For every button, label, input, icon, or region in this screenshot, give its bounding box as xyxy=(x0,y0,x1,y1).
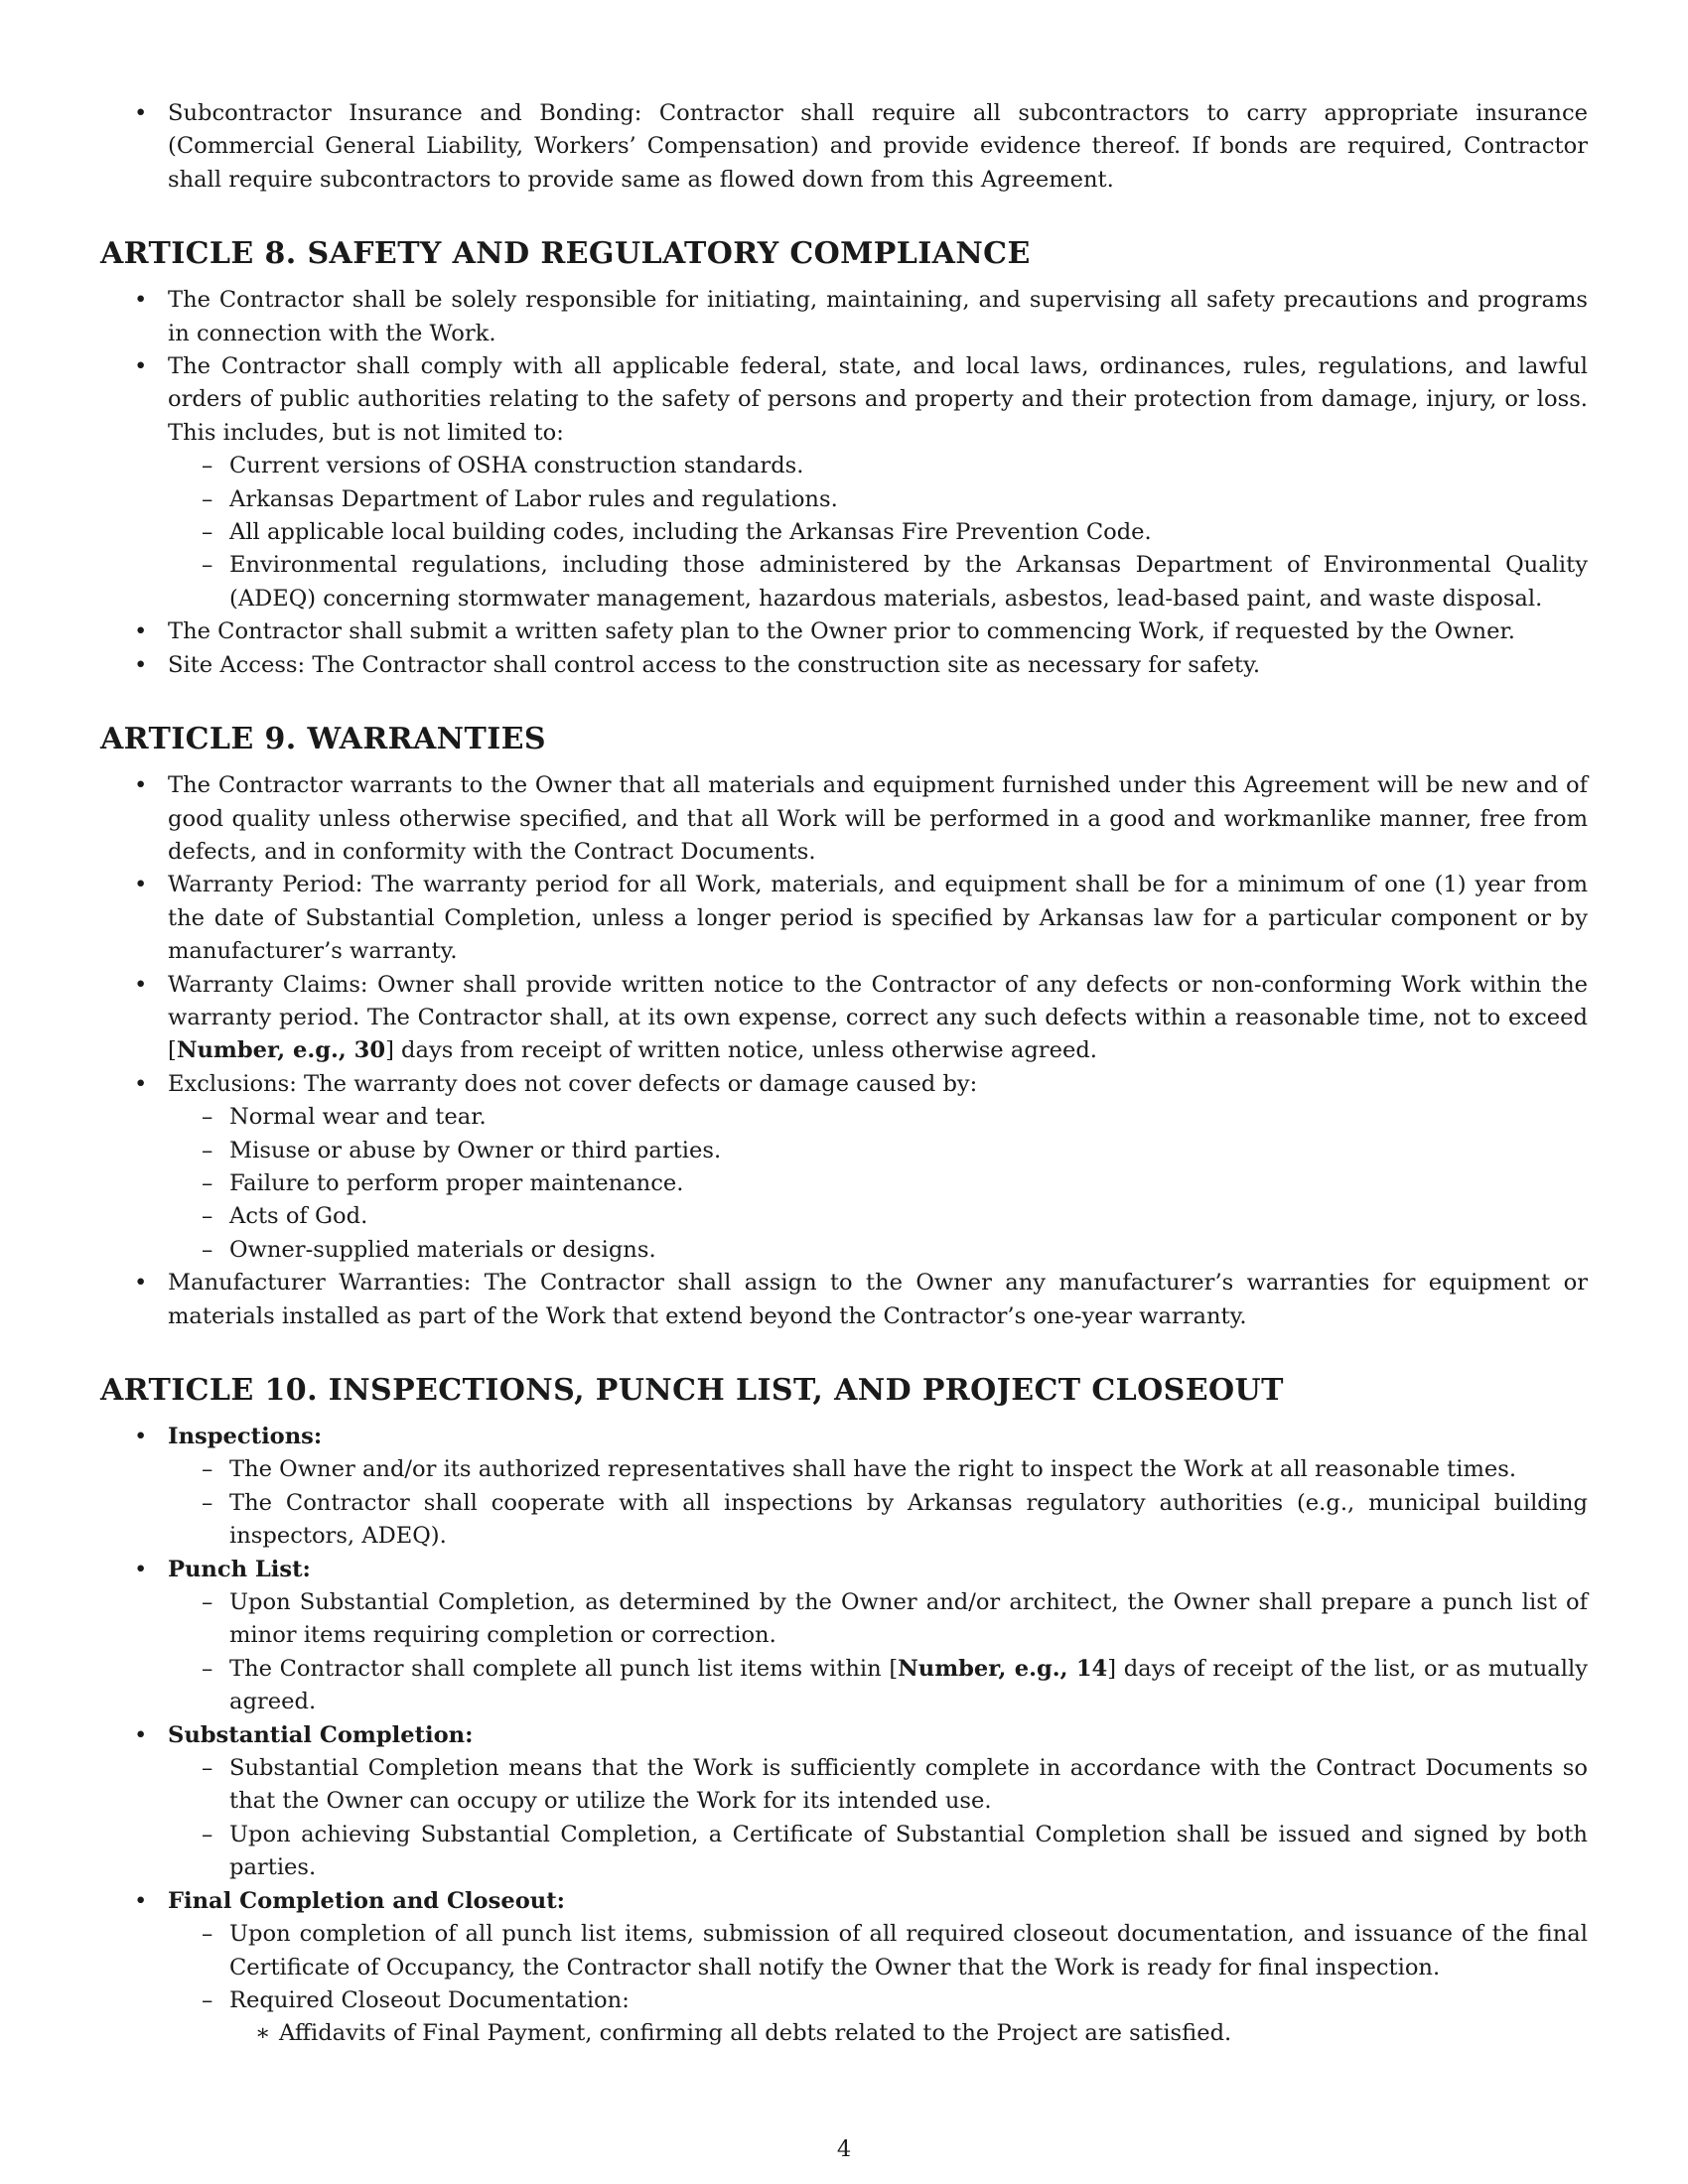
list-item: • Subcontractor Insurance and Bonding: Contractor shall require all subcontractors to carry appropriate insurance (Commercial General Liability, Workers’ Compensation) and provide evidence thereof. If bonds are required, Contractor shall require subcontractors to provide same as flowed down from this Agreement. xyxy=(100,97,1588,197)
list-item-text: The Contractor shall complete all punch list items within [ xyxy=(229,1655,899,1682)
list-item: • Manufacturer Warranties: The Contractor shall assign to the Owner any manufacturer’s warranties for equipment or materials installed as part of the Work that extend beyond the Contractor’s one-year warranty. xyxy=(100,1267,1588,1333)
list-item: • The Contractor shall be solely responsible for initiating, maintaining, and supervising all safety precautions and programs in connection with the Work. xyxy=(100,284,1588,350)
list-item: • Site Access: The Contractor shall control access to the construction site as necessary for safety. xyxy=(100,649,1588,682)
sub-list-item: – Arkansas Department of Labor rules and regulations. xyxy=(168,483,1588,516)
final-completion-heading: Final Completion and Closeout: xyxy=(168,1887,565,1914)
sub-list-item: – Failure to perform proper maintenance. xyxy=(168,1167,1588,1200)
list-item-text: The Contractor shall comply with all applicable federal, state, and local laws, ordinances, rules, regulations, and lawful orders of public authorities relating to the safety of persons and property and their protection from damage, injury, or loss. This includes, but is not limited to: xyxy=(168,353,1588,446)
placeholder-value: Number, e.g., 30 xyxy=(176,1037,386,1064)
article-9-list xyxy=(100,769,1588,1333)
sub-list-item xyxy=(168,1653,1588,1719)
list-item-text: ] days of receipt of the list, or as mutually agreed. xyxy=(229,1655,1588,1715)
list-item-text: ] days from receipt of written notice, unless otherwise agreed. xyxy=(385,1037,1097,1064)
list-item xyxy=(100,350,1588,615)
sub-list xyxy=(168,450,1588,615)
document-body xyxy=(100,97,1588,2051)
sub-list-item xyxy=(168,1984,1588,2051)
sub-list-item: – Upon completion of all punch list items, submission of all required closeout documentation, and issuance of the final Certificate of Occupancy, the Contractor shall notify the Owner that the Work is ready for final inspection. xyxy=(168,1918,1588,1984)
sub-sub-list-item: ∗ Affidavits of Final Payment, confirming all debts related to the Project are satisfied. xyxy=(229,2017,1588,2050)
article-8-heading: ARTICLE 8. SAFETY AND REGULATORY COMPLIANCE xyxy=(100,236,1031,272)
sub-list-item: – Normal wear and tear. xyxy=(168,1101,1588,1134)
sub-sub-list xyxy=(229,2017,1588,2050)
list-item: • The Contractor shall submit a written safety plan to the Owner prior to commencing Work, if requested by the Owner. xyxy=(100,615,1588,648)
sub-list-item: – Upon Substantial Completion, as determined by the Owner and/or architect, the Owner shall prepare a punch list of minor items requiring completion or correction. xyxy=(168,1586,1588,1653)
article-9-heading: ARTICLE 9. WARRANTIES xyxy=(100,722,546,757)
list-item xyxy=(100,1554,1588,1719)
sub-list xyxy=(168,1586,1588,1719)
article-8-list xyxy=(100,284,1588,682)
list-item xyxy=(100,1885,1588,2051)
list-item xyxy=(100,1719,1588,1885)
sub-list-item: – Upon achieving Substantial Completion, a Certificate of Substantial Completion shall be issued and signed by both parties. xyxy=(168,1819,1588,1885)
list-item xyxy=(100,1421,1588,1554)
list-item-text: Exclusions: The warranty does not cover defects or damage caused by: xyxy=(168,1070,978,1097)
placeholder-value: Number, e.g., 14 xyxy=(898,1655,1108,1682)
sub-list xyxy=(168,1453,1588,1553)
sub-list-item: – Environmental regulations, including those administered by the Arkansas Department of Environmental Quality (ADEQ) concerning stormwater management, hazardous materials, asbestos, lead-based paint, and waste disposal. xyxy=(168,549,1588,615)
intro-list xyxy=(100,97,1588,197)
sub-list-item: – All applicable local building codes, including the Arkansas Fire Prevention Code. xyxy=(168,516,1588,549)
article-10-heading: ARTICLE 10. INSPECTIONS, PUNCH LIST, AND PROJECT CLOSEOUT xyxy=(100,1373,1284,1408)
sub-list-item: – Substantial Completion means that the Work is sufficiently complete in accordance with the Contract Documents so that the Owner can occupy or utilize the Work for its intended use. xyxy=(168,1752,1588,1819)
sub-list-item: – Misuse or abuse by Owner or third parties. xyxy=(168,1135,1588,1167)
sub-list-item: – The Contractor shall cooperate with all inspections by Arkansas regulatory authorities (e.g., municipal building inspectors, ADEQ). xyxy=(168,1487,1588,1554)
list-item xyxy=(100,969,1588,1068)
list-item: • The Contractor warrants to the Owner that all materials and equipment furnished under this Agreement will be new and of good quality unless otherwise specified, and that all Work will be performed in a good and workmanlike manner, free from defects, and in conformity with the Contract Documents. xyxy=(100,769,1588,869)
sub-list-item: – The Owner and/or its authorized representatives shall have the right to inspect the Work at all reasonable times. xyxy=(168,1453,1588,1486)
sub-list xyxy=(168,1101,1588,1267)
inspections-heading: Inspections: xyxy=(168,1424,323,1449)
list-item: • Warranty Period: The warranty period for all Work, materials, and equipment shall be for a minimum of one (1) year from the date of Substantial Completion, unless a longer period is specified by Arkansas law for a particular component or by manufacturer’s warranty. xyxy=(100,869,1588,968)
page-number: 4 xyxy=(836,2136,852,2162)
list-item-text: Warranty Claims: Owner shall provide written notice to the Contractor of any defects or non-conforming Work within the warranty period. The Contractor shall, at its own expense, correct any such defects within a reasonable time, not to exceed [ xyxy=(168,971,1588,1064)
list-item-text: Required Closeout Documentation: xyxy=(229,1986,630,2013)
sub-list-item: – Acts of God. xyxy=(168,1200,1588,1233)
punch-list-heading: Punch List: xyxy=(168,1556,311,1582)
list-item xyxy=(100,1068,1588,1267)
sub-list xyxy=(168,1918,1588,2051)
article-10-list xyxy=(100,1421,1588,2051)
substantial-completion-heading: Substantial Completion: xyxy=(168,1721,474,1748)
sub-list-item: – Owner-supplied materials or designs. xyxy=(168,1234,1588,1267)
sub-list xyxy=(168,1752,1588,1885)
sub-list-item: – Current versions of OSHA construction standards. xyxy=(168,450,1588,482)
